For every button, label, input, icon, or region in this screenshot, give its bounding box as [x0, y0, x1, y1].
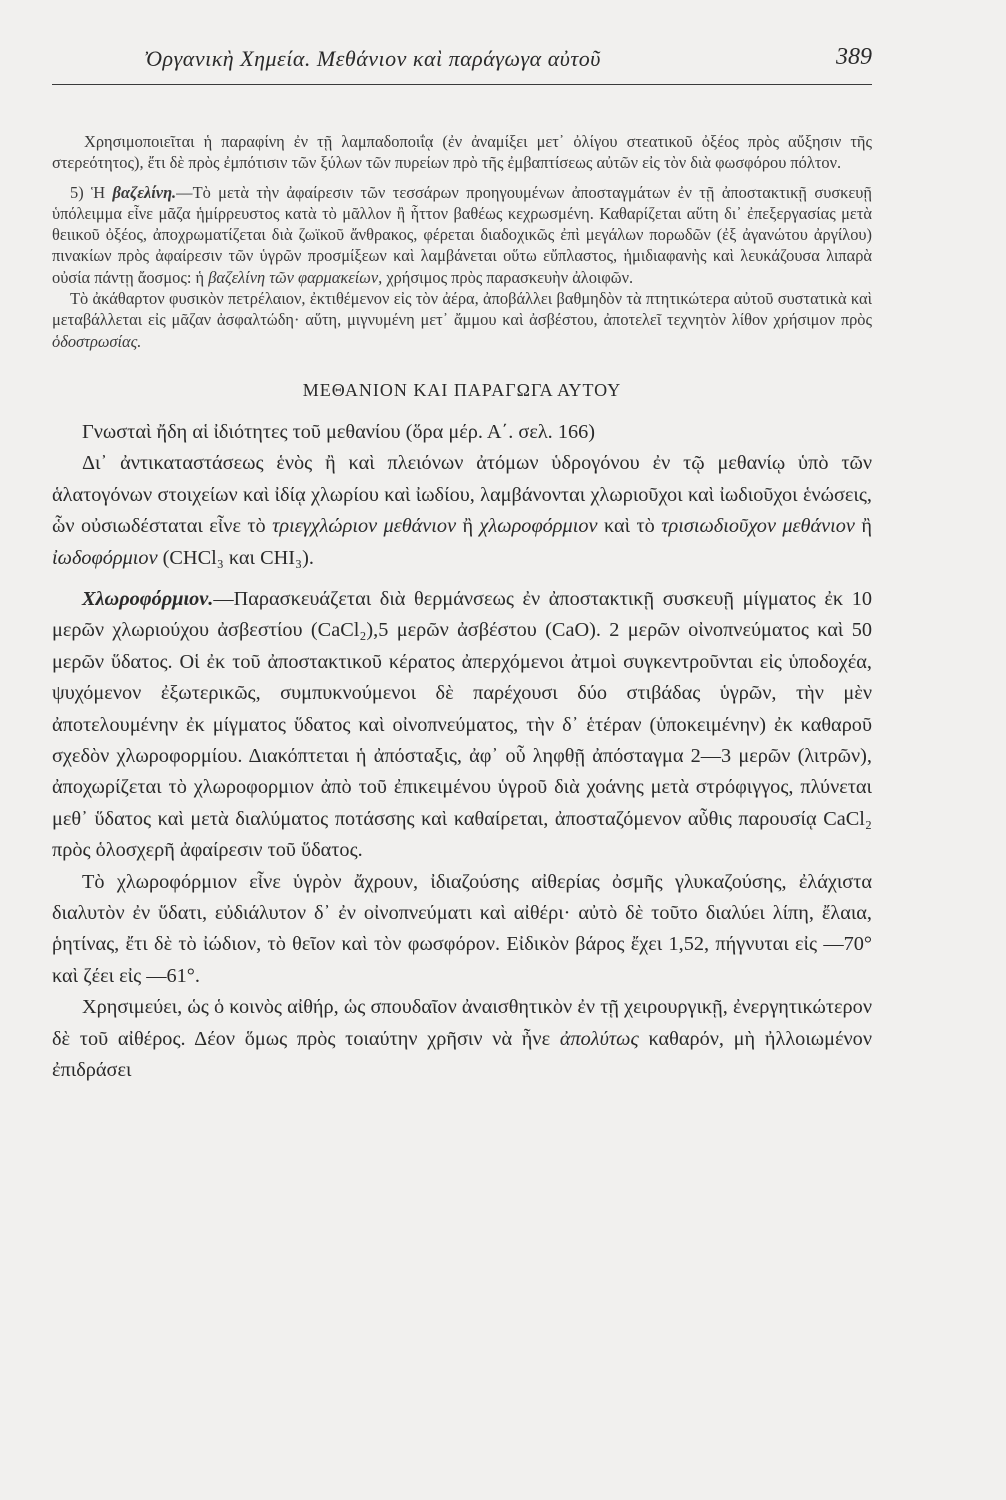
vaseline-text-end: χρήσιμος πρὸς παρασκευὴν ἀλοιφῶν. — [382, 267, 634, 287]
paragraph-chloroform-use — [52, 992, 872, 1086]
halogen-or-2: ἢ — [854, 515, 872, 538]
vaseline-term: βαζελίνη. — [112, 182, 177, 202]
chloroform-use-text-end: καθαρόν, μὴ ἠλλοιωμένον ἐπιδράσει — [52, 1027, 872, 1082]
term-iodoform: ἰωδοφόρμιον — [52, 546, 158, 569]
petroleum-italic: ὁδοστρωσίας. — [52, 331, 142, 351]
vaseline-text: —Τὸ μετὰ τὴν ἀφαίρεσιν τῶν τεσσάρων προηγουμένων ἀποσταγμάτων ἐν τῇ ἀποστακτικῇ συσκευῇ ὑπόλειμμα εἶνε μᾶζα ἡμίρρευστος κατὰ τὸ μᾶλλον ἢ ἧττον βαθέως κεχρωσμένη. Καθαρίζεται αὕτη δι᾽ ἐπεξεργασίας μετὰ θειικοῦ ὀξέος, ἀποχρωματίζεται διὰ ζωϊκοῦ ἄνθρακος, φέρεται διαδοχικῶς ἐπὶ μεγάλων πορωδῶν (ἐξ ἀγανώτου ἀργίλου) πινακίων πρὸς ἀφαίρεσιν τῶν ὑγρῶν προσμίξεων καὶ λαμβάνεται οὕτω εὔπλαστος, ἡμιδιαφανὴς καὶ λευκάζουσα λιπαρὰ οὐσία πάντῃ ἄοσμος: ἡ — [52, 182, 872, 287]
term-trichloromethane: τριεγχλώριον μεθάνιον — [272, 515, 457, 538]
paragraph-halogen-compounds — [52, 448, 872, 574]
chloroform-use-text: Χρησιμεύει, ὡς ὁ κοινὸς αἰθήρ, ὡς σπουδαῖον ἀναισθητικὸν ἐν τῇ χειρουργικῇ, ἐνεργητικώτερον δὲ τοῦ αἰθέρος. Δέον ὅμως πρὸς τοιαύτην χρῆσιν νὰ ἦνε — [52, 996, 872, 1050]
paragraph-chloroform — [52, 584, 872, 867]
page-number: 389 — [836, 44, 872, 70]
halogen-formulas: (CHCl₃ και CHI₃). — [157, 546, 314, 569]
term-triiodomethane: τρισιωδιοῦχον μεθάνιον — [661, 515, 855, 538]
chloroform-use-italic: ἀπολύτως — [559, 1027, 639, 1050]
running-head: Ὀργανικὴ Χημεία. Μεθάνιον καὶ παράγωγα αὐτοῦ — [144, 46, 601, 71]
petroleum-text: Τὸ ἀκάθαρτον φυσικὸν πετρέλαιον, ἐκτιθέμενον εἰς τὸν ἀέρα, ἀποβάλλει βαθμηδὸν τὰ πτητικώτερα αὐτοῦ συστατικὰ καὶ μεταβάλλεται εἰς μᾶζαν ἀσφαλτώδη· αὕτη, μιγνυμένη μετ᾽ ἄμμου καὶ ἀσβέστου, ἀποτελεῖ τεχνητὸν λίθον χρήσιμον πρὸς — [52, 289, 872, 330]
page-header — [52, 40, 872, 85]
paragraph-chloroform-properties — [52, 867, 872, 993]
chloroform-properties-text: Τὸ χλωροφόρμιον εἶνε ὑγρὸν ἄχρουν, ἰδιαζούσης αἰθερίας ὀσμῆς γλυκαζούσης, ἐλάχιστα διαλυτὸν ἐν ὕδατι, εὐδιάλυτον δ᾽ ἐν οἰνοπνεύματι καὶ αἰθέρι· αὐτὸ δὲ τοῦτο διαλύει λίπη, ἔλαια, ῥητίνας, ἔτι δὲ τὸ ἰώδιον, τὸ θεῖον καὶ τὸν φωσφόρον. Εἰδικὸν βάρος ἔχει 1,52, πήγνυται εἰς —70° καὶ ζέει εἰς —61°. — [52, 870, 872, 987]
term-chloroform: χλωροφόρμιον — [479, 515, 598, 538]
methane-intro-text: Γνωσταὶ ἤδη αἱ ἰδιότητες τοῦ μεθανίου (ὅρα μέρ. Α΄. σελ. 166) — [82, 420, 596, 443]
paragraph-paraffin-text: Χρησιμοποιεῖται ἡ παραφίνη ἐν τῇ λαμπαδοποιΐᾳ (ἐν ἀναμίξει μετ᾽ ὀλίγου στεατικοῦ ὀξέος πρὸς αὔξησιν τῆς στερεότητος), ἔτι δὲ πρὸς ἐμπότισιν τῶν ξύλων τῶν πυρείων πρὸ τῆς ἐμβαπτίσεως αὐτῶν εἰς τὸν διὰ φωσφόρου πόλτον. — [52, 132, 872, 173]
halogen-or-1: ἢ — [456, 515, 480, 538]
paragraph-vaseline — [52, 182, 872, 288]
vaseline-pharmacy-term: βαζελίνη τῶν φαρμακείων, — [208, 267, 383, 287]
page — [52, 40, 872, 1087]
section-heading: ΜΕΘΑΝΙΟΝ ΚΑΙ ΠΑΡΑΓΩΓΑ ΑΥΤΟΥ — [302, 379, 622, 400]
chloroform-term: Χλωροφόρμιον. — [82, 588, 214, 610]
paragraph-petroleum — [52, 288, 872, 352]
paragraph-methane-intro — [52, 417, 872, 448]
halogen-and: καὶ τὸ — [597, 515, 662, 538]
vaseline-number: 5) Ἡ — [70, 182, 113, 202]
paragraph-paraffin — [52, 131, 872, 174]
halogen-text: Δι᾽ ἀντικαταστάσεως ἑνὸς ἢ καὶ πλειόνων ἀτόμων ὑδρογόνου ἐν τῷ μεθανίῳ ὑπὸ τῶν ἁλατογόνων στοιχείων καὶ ἰδίᾳ χλωρίου καὶ ἰωδίου, λαμβάνονται χλωριοῦχοι καὶ ἰωδιοῦχοι ἑνώσεις, ὧν οὐσιωδέσταται εἶνε τὸ — [52, 452, 872, 538]
chloroform-text: —Παρασκευάζεται διὰ θερμάνσεως ἐν ἀποστακτικῇ συσκευῇ μίγματος ἐκ 10 μερῶν χλωριούχου ἀσβεστίου (CaCl₂),5 μερῶν ἀσβέστου (CaO). 2 μερῶν οἰνοπνεύματος καὶ 50 μερῶν ὕδατος. Οἱ ἐκ τοῦ ἀποστακτικοῦ κέρατος ἀπερχόμενοι ἀτμοὶ συγκεντροῦνται εἰς ὑποδοχέα, ψυχόμενον ἐξωτερικῶς, συμπυκνούμενοι δὲ παρέχουσι δύο στιβάδας ὑγρῶν, τὴν μὲν ἀποτελουμένην ἐκ μίγματος ὕδατος καὶ οἰνοπνεύματος, τὴν δ᾽ ἑτέραν (ὑποκειμένην) ἐκ καθαροῦ σχεδὸν χλωροφορμίου. Διακόπτεται ἡ ἀπόσταξις, ἀφ᾽ οὗ ληφθῇ ἀπόσταγμα 2—3 μερῶν (λιτρῶν), ἀποχωρίζεται τὸ χλωροφορμιον ἀπὸ τοῦ ἐπικειμένου ὑγροῦ διὰ χοάνης μετὰ στρόφιγγος, πλύνεται μεθ᾽ ὕδατος καὶ μετὰ διαλύματος ποτάσσης καὶ καθαίρεται, ἀποσταζόμενον αὖθις παρουσίᾳ CaCl₂ πρὸς ὁλοσχερῆ ἀφαίρεσιν τοῦ ὕδατος. — [52, 588, 872, 862]
